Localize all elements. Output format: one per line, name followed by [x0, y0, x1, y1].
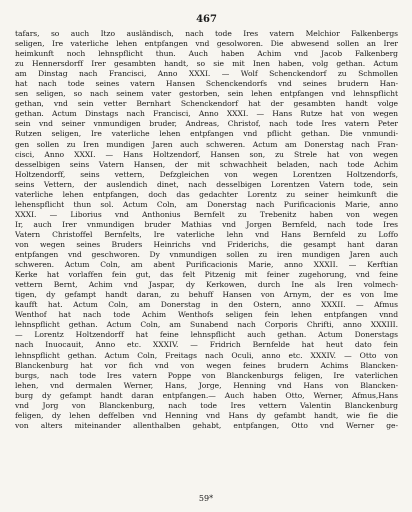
text-line: lehenspflicht thun sol. Actum Coln, am Donerstag nach Purificacionis Marie, anno: [15, 199, 398, 209]
text-line: Wenthof hat nach tode Achim Wenthofs seligen fein lehen entpfangen vnnd: [15, 310, 398, 320]
text-line: tigen, dy gefampt handt daran, zu behuff Hansen von Arnym, der es von Ime: [15, 290, 398, 300]
text-line: sein vnd seiner vnmundigen bruder, Andreas, Christof, nach tode Ires vatern Peter: [15, 119, 398, 129]
text-line: Vatern Christoffel Bernfelts, Ire vaterliche lehn vnd Hans Bernfeld zu Loffo: [15, 229, 398, 239]
text-line: burgs, nach tode Ires vatern Poppe von Blanckenburgs feligen, Ire vaterlichen: [15, 370, 398, 380]
text-line: zu Hennersdorff Irer gesambten handt, so sie mit Inen haben, volg gethan. Actum: [15, 59, 398, 69]
text-line: cisci, Anno XXXI. — Hans Holtzendorf, Hansen son, zu Strele hat von wegen: [15, 149, 398, 159]
text-line: gethan, vnd sein vetter Bernhart Schenckendorf hat der gesambten handt volge: [15, 99, 398, 109]
text-line: Holtzendorff, seins vettern, Defzgleichen von wegen Lorentzen Holtzendorfs,: [15, 169, 398, 179]
text-line: sen seligen, so nach seinem vater gestorben, sein lehen entpfangen vnd lehnspflicht: [15, 89, 398, 99]
text-line: XXXI. — Liborius vnd Anthonius Bernfelt zu Trebenitz haben von wegen: [15, 209, 398, 219]
text-line: vnd Jorg von Blanckenburg, nach tode Ires vettern Valentin Blanckenburg: [15, 400, 398, 410]
text-line: Blanckenburg hat vor fich vnd von wegen feines brudern Achims Blancken-: [15, 360, 398, 370]
text-line: lehen, vnd dermalen Werner, Hans, Jorge, Henning vnd Hans von Blancken-: [15, 380, 398, 390]
text-line: — Lorentz Holtzendorff hat feine lehnspflicht auch gethan. Actum Donerstags: [15, 330, 398, 340]
text-line: desselbigen seins Vatern Hansen, der mit schwachheit beladen, nach tode Achim: [15, 159, 398, 169]
text-line: vaterliche lehen entpfangen, doch das gedachter Lorentz zu seiner heimkunft die: [15, 189, 398, 199]
text-line: gethan. Actum Dinstags nach Francisci, Anno XXXI. — Hans Rutze hat von wegen: [15, 109, 398, 119]
text-line: lehnspflicht gethan. Actum Coln, am Sunabend nach Corporis Chrifti, anno XXXIII.: [15, 320, 398, 330]
text-line: entpfangen vnd geschworen. Dy vnmundigen sollen zu iren mundigen Jaren auch: [15, 250, 398, 260]
text-line: hat nach tode seines vatern Hansen Schenckendorfs vnd seines brudern Han-: [15, 79, 398, 89]
signature-mark: 59*: [198, 494, 214, 503]
text-line: lehnspflicht gethan. Actum Coln, Freitags nach Oculi, anno etc. XXXIV. — Otto von: [15, 350, 398, 360]
text-line: seins Vettern, der auslendich dinet, nach desselbigen Lorentzen Vatern tode, sein: [15, 179, 398, 189]
text-line: Ir, auch Irer vnmundigen bruder Mathias vnd Jorgen Bernfeld, nach tode Ires: [15, 219, 398, 229]
text-line: feligen, dy lehen deffelben vnd Henning vnd Hans dy gefambt handt, wie fie die: [15, 410, 398, 420]
text-line: gen sollen zu Iren mundigen Jaren auch schweren. Actum am Donerstag nach Fran-: [15, 139, 398, 149]
text-line: burg dy gefampt handt daran entpfangen.— Auch haben Otto, Werner, Afmus,Hans: [15, 390, 398, 400]
text-line: Rutzen seligen, Ire vaterliche lehen entpfangen vnd pflicht gethan. Die vnmundi-: [15, 129, 398, 139]
text-line: seligen, Ire vaterliche lehen entpfangen vnd gesolworen. Die abwesend sollen an Irer: [15, 39, 398, 49]
text-line: tafars, so auch Itzo ausländisch, nach tode Ires vatern Melchior Falkenbergs: [15, 29, 398, 38]
text-line: Kerke hat vorlaffen fein gut, das felt Pitzenig mit feiner zugehorung, vnd feine: [15, 270, 398, 280]
text-line: schweren. Actum Coln, am abent Purificacionis Marie, anno XXXII. — Kerftian: [15, 260, 398, 270]
text-line: von alters miteinander allenthalben gehabt, entpfangen, Otto vnd Werner ge-: [15, 420, 398, 430]
text-line: nach Inuocauit, Anno etc. XXXIV. — Fridrich Bernfelde hat heut dato fein: [15, 340, 398, 350]
body-text: [15, 29, 398, 431]
text-line: von wegen seines Bruders Heinrichs vnd Friderichs, die gesampt hant daran: [15, 239, 398, 249]
text-line: heimkunft noch lehnspflicht thun. Auch haben Achim vnd Jacob Falkenberg: [15, 49, 398, 59]
page-number: 467: [196, 14, 217, 25]
text-line: vettern Bernt, Achim vnd Jaspar, dy Kerkowen, durch Ine als Iren volmech-: [15, 280, 398, 290]
text-line: kaufft hat. Actum Coln, am Donerstag in den Ostern, anno XXXII. — Afmus: [15, 300, 398, 310]
text-line: am Dinstag nach Francisci, Anno XXXI. — Wolf Schenckendorf zu Schmollen: [15, 69, 398, 79]
